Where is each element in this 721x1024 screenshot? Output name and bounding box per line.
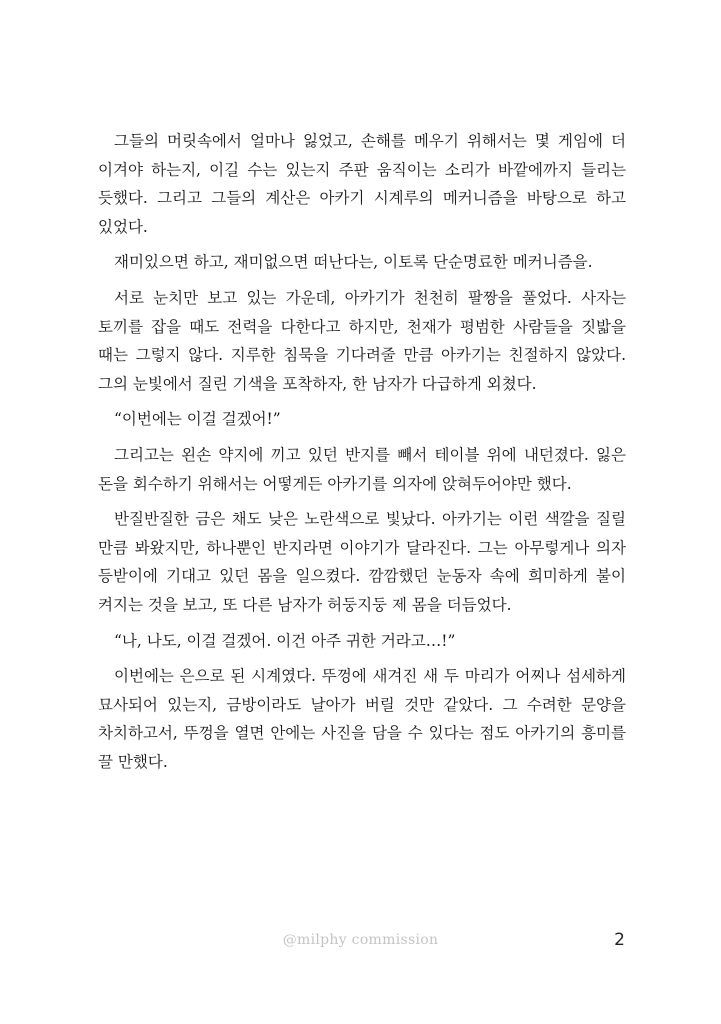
paragraph-6: 이번에는 은으로 된 시계였다. 뚜껑에 새겨진 새 두 마리가 어찌나 섬세하게 묘사되어 있는지, 금방이라도 날아가 버릴 것만 같았다. 그 수려한 문양을 차치하고서, 뚜껑을 열면 안에는 사진을 담을 수 있다는 점도 아카기의 흥미를 끌 만했다.	[98, 667, 626, 771]
watermark-credit: @milphy commission	[282, 932, 439, 948]
paragraph-3: 서로 눈치만 보고 있는 가운데, 아카기가 천천히 팔짱을 풀었다. 사자는 토끼를 잡을 때도 전력을 다한다고 하지만, 천재가 평범한 사람들을 짓밟을 때는 그렇지 않다. 지루한 침묵을 기다려줄 만큼 아카기는 친절하지 않았다. 그의 눈빛에서 질린 기색을 포착하자, 한 남자가 다급하게 외쳤다.	[98, 288, 626, 393]
dialogue-2: “나, 나도, 이걸 걸겠어. 이건 아주 귀한 거라고…!”	[114, 631, 456, 650]
paragraph-2: 재미있으면 하고, 재미없으면 떠난다는, 이토록 단순명료한 메커니즘을.	[114, 253, 593, 272]
dialogue-1: “이번에는 이걸 걸겠어!”	[114, 410, 281, 429]
paragraph-1: 그들의 머릿속에서 얼마나 잃었고, 손해를 메우기 위해서는 몇 게임에 더 이겨야 하는지, 이길 수는 있는지 주판 움직이는 소리가 바깥에까지 들리는 듯했다. 그리고 그들의 계산은 아카기 시계루의 메커니즘을 바탕으로 하고 있었다.	[98, 132, 626, 236]
paragraph-5: 반질반질한 금은 채도 낮은 노란색으로 빛났다. 아카기는 이런 색깔을 질릴 만큼 봐왔지만, 하나뿐인 반지라면 이야기가 달라진다. 그는 아무렇게나 의자 등받이에 기대고 있던 몸을 일으켰다. 깜깜했던 눈동자 속에 희미하게 불이 켜지는 것을 보고, 또 다른 남자가 허둥지둥 제 몸을 더듬었다.	[98, 510, 626, 614]
body-text	[98, 127, 626, 783]
paragraph-4: 그리고는 왼손 약지에 끼고 있던 반지를 빼서 테이블 위에 내던졌다. 잃은 돈을 회수하기 위해서는 어떻게든 아카기를 의자에 앉혀두어야만 했다.	[98, 445, 626, 493]
page-number: 2	[614, 930, 625, 950]
